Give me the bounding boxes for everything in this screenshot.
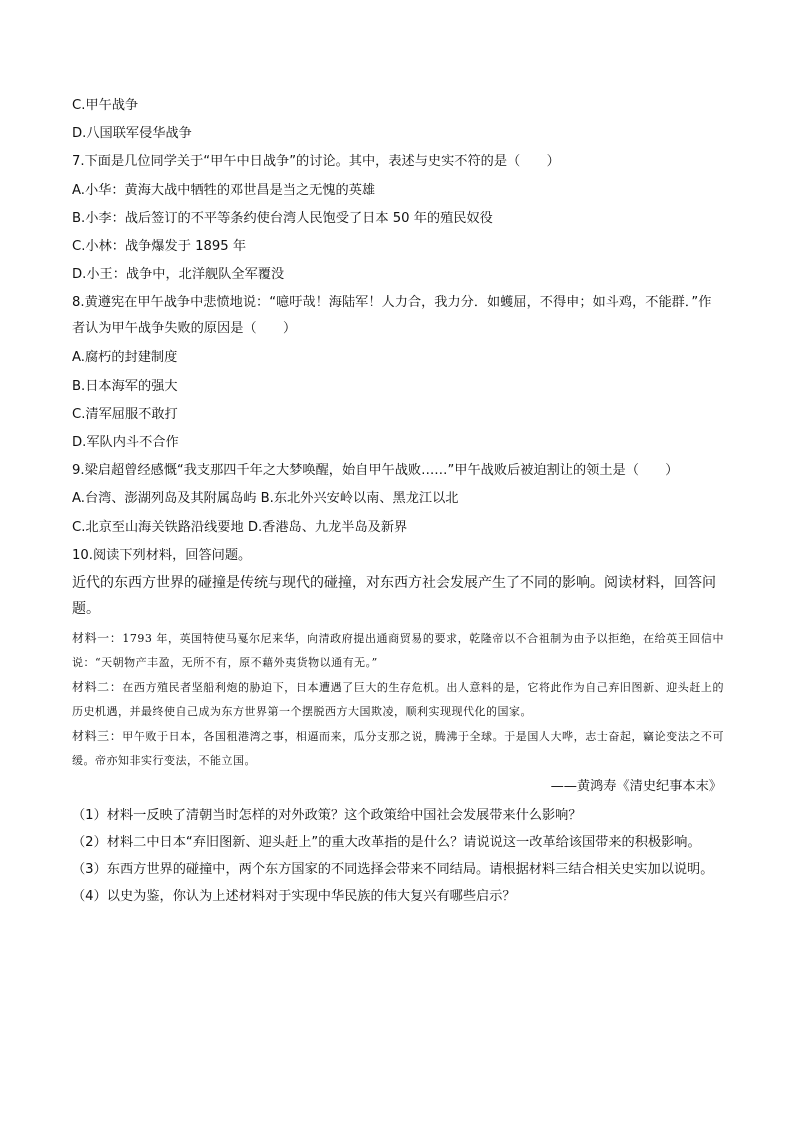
q10-sub-1: （1）材料一反映了清朝当时怎样的对外政策？这个政策给中国社会发展带来什么影响？ xyxy=(72,808,582,824)
material-one-label: 材料一： xyxy=(72,631,123,646)
exam-page xyxy=(72,92,724,909)
q6-option-c: C.甲午战争 xyxy=(72,98,139,113)
material-one-text: 1793 年，英国特使马戛尔尼来华，向清政府提出通商贸易的要求，乾隆帝以不合祖制为由予以拒绝，在给英王回信中说：“天朝物产丰盈，无所不有，原不藉外夷货物以通有无。” xyxy=(72,632,724,670)
q10-sub-2: （2）材料二中日本“弃旧图新、迎头赶上”的重大改革指的是什么？请说说这一改革给该国带来的积极影响。 xyxy=(72,835,701,851)
material-two-label: 材料二： xyxy=(72,680,123,695)
material-three xyxy=(72,724,724,773)
q8-stem: 8.黄遵宪在甲午战争中悲愤地说：“噫吁哉！海陆军！人力合，我力分．如蠖屈，不得申；如斗鸡，不能群．”作者认为甲午战争失败的原因是（ ） xyxy=(72,295,712,337)
q7-option-a: A.小华：黄海大战中牺牲的邓世昌是当之无愧的英雄 xyxy=(72,182,376,198)
material-source: ——黄鸿寿《清史纪事本末》 xyxy=(550,779,722,795)
material-two-text: 在西方殖民者坚船利炮的胁迫下，日本遭遇了巨大的生存危机。出人意料的是，它将此作为自己弃旧图新、迎头赶上的历史机遇，并最终使自己成为东方世界第一个摆脱西方大国欺凌，顺利实现现代化的国家。 xyxy=(72,681,724,719)
q9-options-ab: A.台湾、澎湖列岛及其附属岛屿 B.东北外兴安岭以南、黑龙江以北 xyxy=(72,491,459,507)
material-three-text: 甲午败于日本，各国租港湾之事，相逼而来，瓜分支那之说，腾沸于全球。于是国人大哗，志士奋起，竊论变法之不可缓。帝亦知非实行变法，不能立国。 xyxy=(72,730,724,768)
q10-intro: 近代的东西方世界的碰撞是传统与现代的碰撞，对东西方社会发展产生了不同的影响。阅读材料，回答问题。 xyxy=(72,575,716,618)
q7-stem: 7.下面是几位同学关于“甲午中日战争”的讨论。其中，表述与史实不符的是（ ） xyxy=(72,154,560,170)
q7-option-b: B.小李：战后签订的不平等条约使台湾人民饱受了日本 50 年的殖民奴役 xyxy=(72,210,493,226)
q10-sub-4: （4）以史为鉴，你认为上述材料对于实现中华民族的伟大复兴有哪些启示？ xyxy=(72,889,516,905)
q7-option-c: C.小林：战争爆发于 1895 年 xyxy=(72,239,247,255)
q9-stem: 9.梁启超曾经感慨“我支那四千年之大梦唤醒，始自甲午战败……”甲午战败后被迫割让的领土是（ ） xyxy=(72,463,679,479)
q7-option-d: D.小王：战争中，北洋舰队全军覆没 xyxy=(72,267,285,283)
q9-options-cd: C.北京至山海关铁路沿线要地 D.香港岛、九龙半岛及新界 xyxy=(72,519,408,535)
q8-option-c: C.清军屈服不敢打 xyxy=(72,406,178,422)
q8-option-b: B.日本海军的强大 xyxy=(72,378,178,394)
material-one xyxy=(72,626,724,675)
q8-option-d: D.军队内斗不合作 xyxy=(72,435,179,451)
q10-sub-3: （3）东西方世界的碰撞中，两个东方国家的不同选择会带来不同结局。请根据材料三结合相关史实加以说明。 xyxy=(72,862,714,878)
q6-option-d: D.八国联军侵华战争 xyxy=(72,126,192,142)
q10-stem: 10.阅读下列材料，回答问题。 xyxy=(72,547,252,563)
material-three-label: 材料三： xyxy=(72,729,123,744)
material-two xyxy=(72,675,724,724)
q8-option-a: A.腐朽的封建制度 xyxy=(72,350,178,366)
